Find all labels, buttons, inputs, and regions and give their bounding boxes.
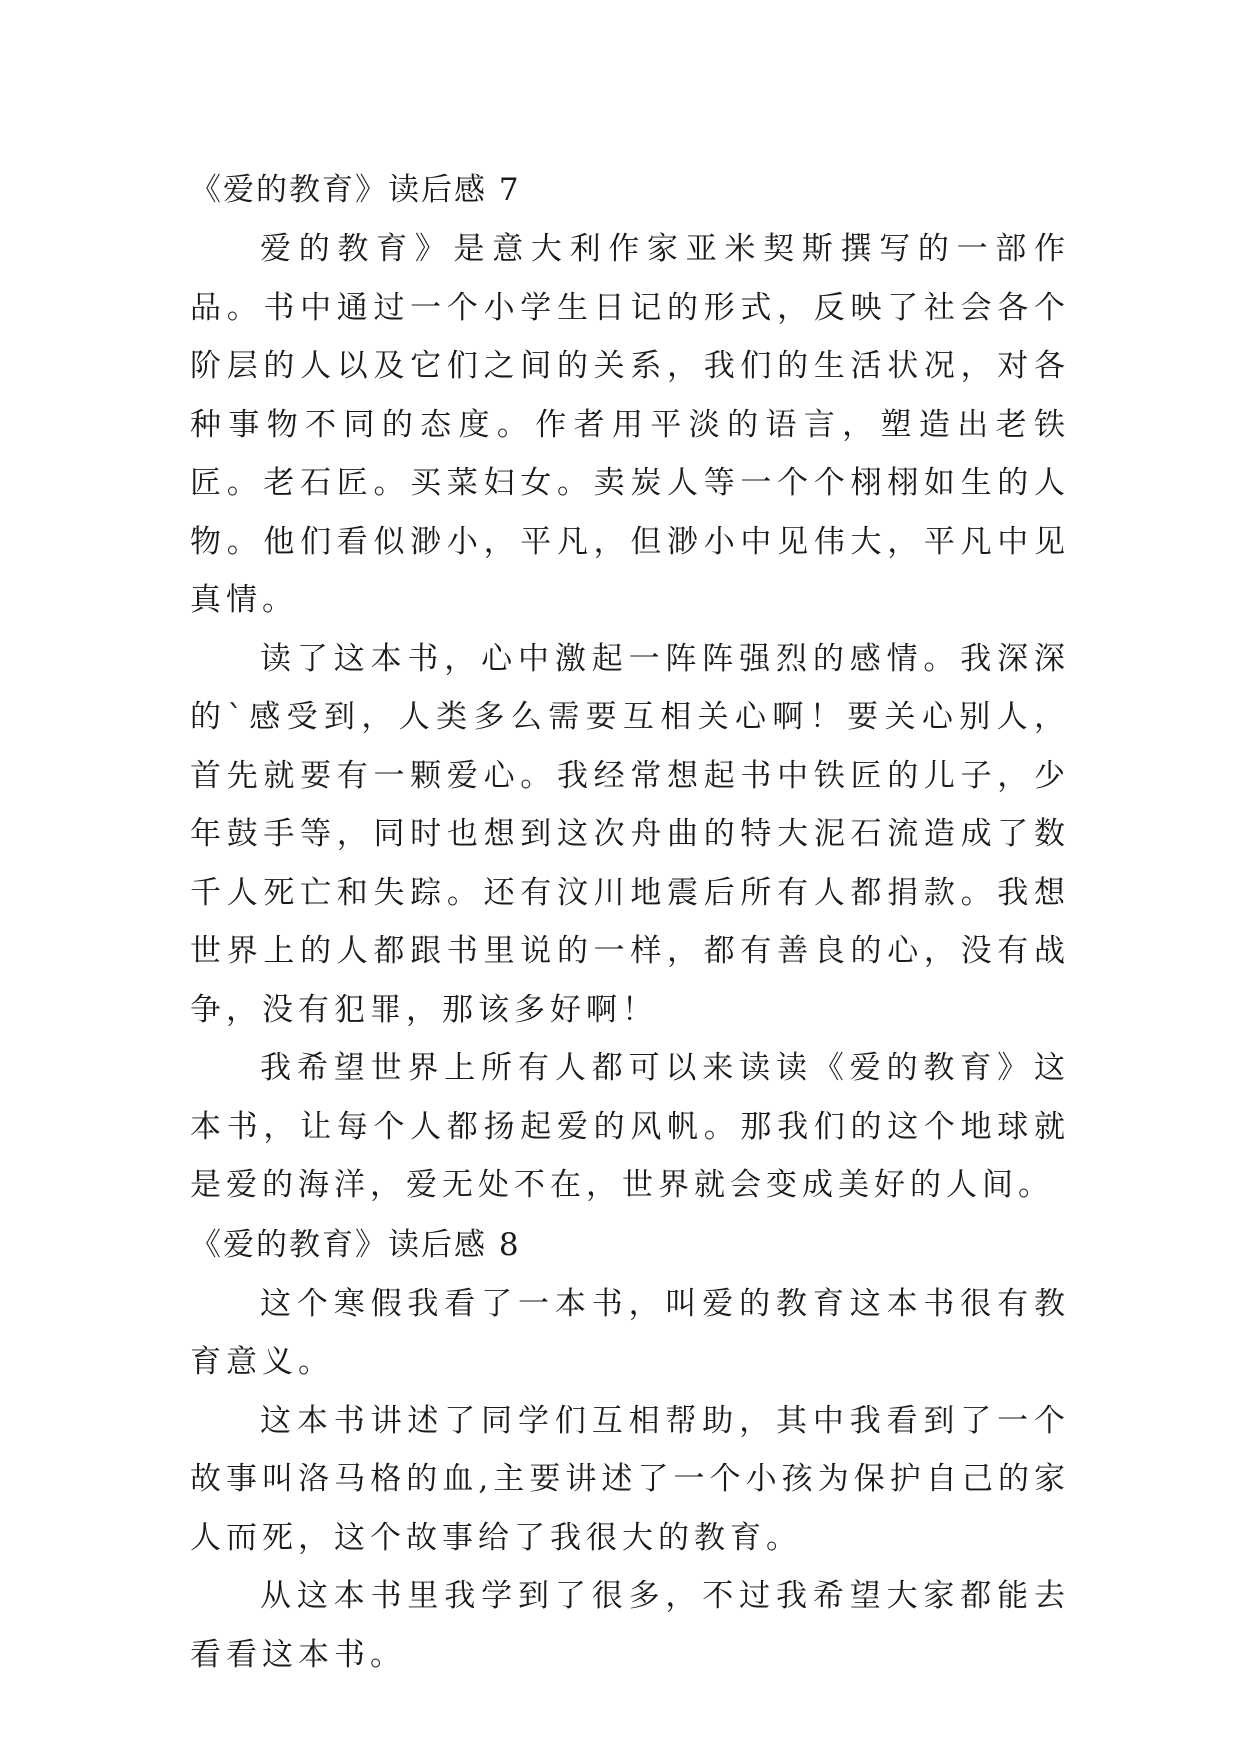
document-page [190, 160, 1070, 1684]
paragraph: 爱的教育》是意大利作家亚米契斯撰写的一部作品。书中通过一个小学生日记的形式，反映了社会各个阶层的人以及它们之间的关系，我们的生活状况，对各种事物不同的态度。作者用平淡的语言，塑造出老铁匠。老石匠。买菜妇女。卖炭人等一个个栩栩如生的人物。他们看似渺小，平凡，但渺小中见伟大，平凡中见真情。 [190, 231, 1070, 618]
paragraph: 这个寒假我看了一本书，叫爱的教育这本书很有教育意义。 [190, 1285, 1070, 1380]
essay-title-8: 《爱的教育》读后感 8 [190, 1226, 521, 1263]
paragraph: 从这本书里我学到了很多，不过我希望大家都能去看看这本书。 [190, 1578, 1070, 1673]
paragraph: 我希望世界上所有人都可以来读读《爱的教育》这本书，让每个人都扬起爱的风帆。那我们的这个地球就是爱的海洋，爱无处不在，世界就会变成美好的人间。 [190, 1050, 1070, 1203]
essay-title-7: 《爱的教育》读后感 7 [190, 172, 521, 208]
paragraph: 这本书讲述了同学们互相帮助，其中我看到了一个故事叫洛马格的血,主要讲述了一个小孩为保护自己的家人而死，这个故事给了我很大的教育。 [190, 1402, 1070, 1556]
paragraph: 读了这本书，心中激起一阵阵强烈的感情。我深深的`感受到，人类多么需要互相关心啊！要关心别人，首先就要有一颗爱心。我经常想起书中铁匠的儿子，少年鼓手等，同时也想到这次舟曲的特大泥石流造成了数千人死亡和失踪。还有汶川地震后所有人都捐款。我想世界上的人都跟书里说的一样，都有善良的心，没有战争，没有犯罪，那该多好啊！ [190, 640, 1070, 1028]
